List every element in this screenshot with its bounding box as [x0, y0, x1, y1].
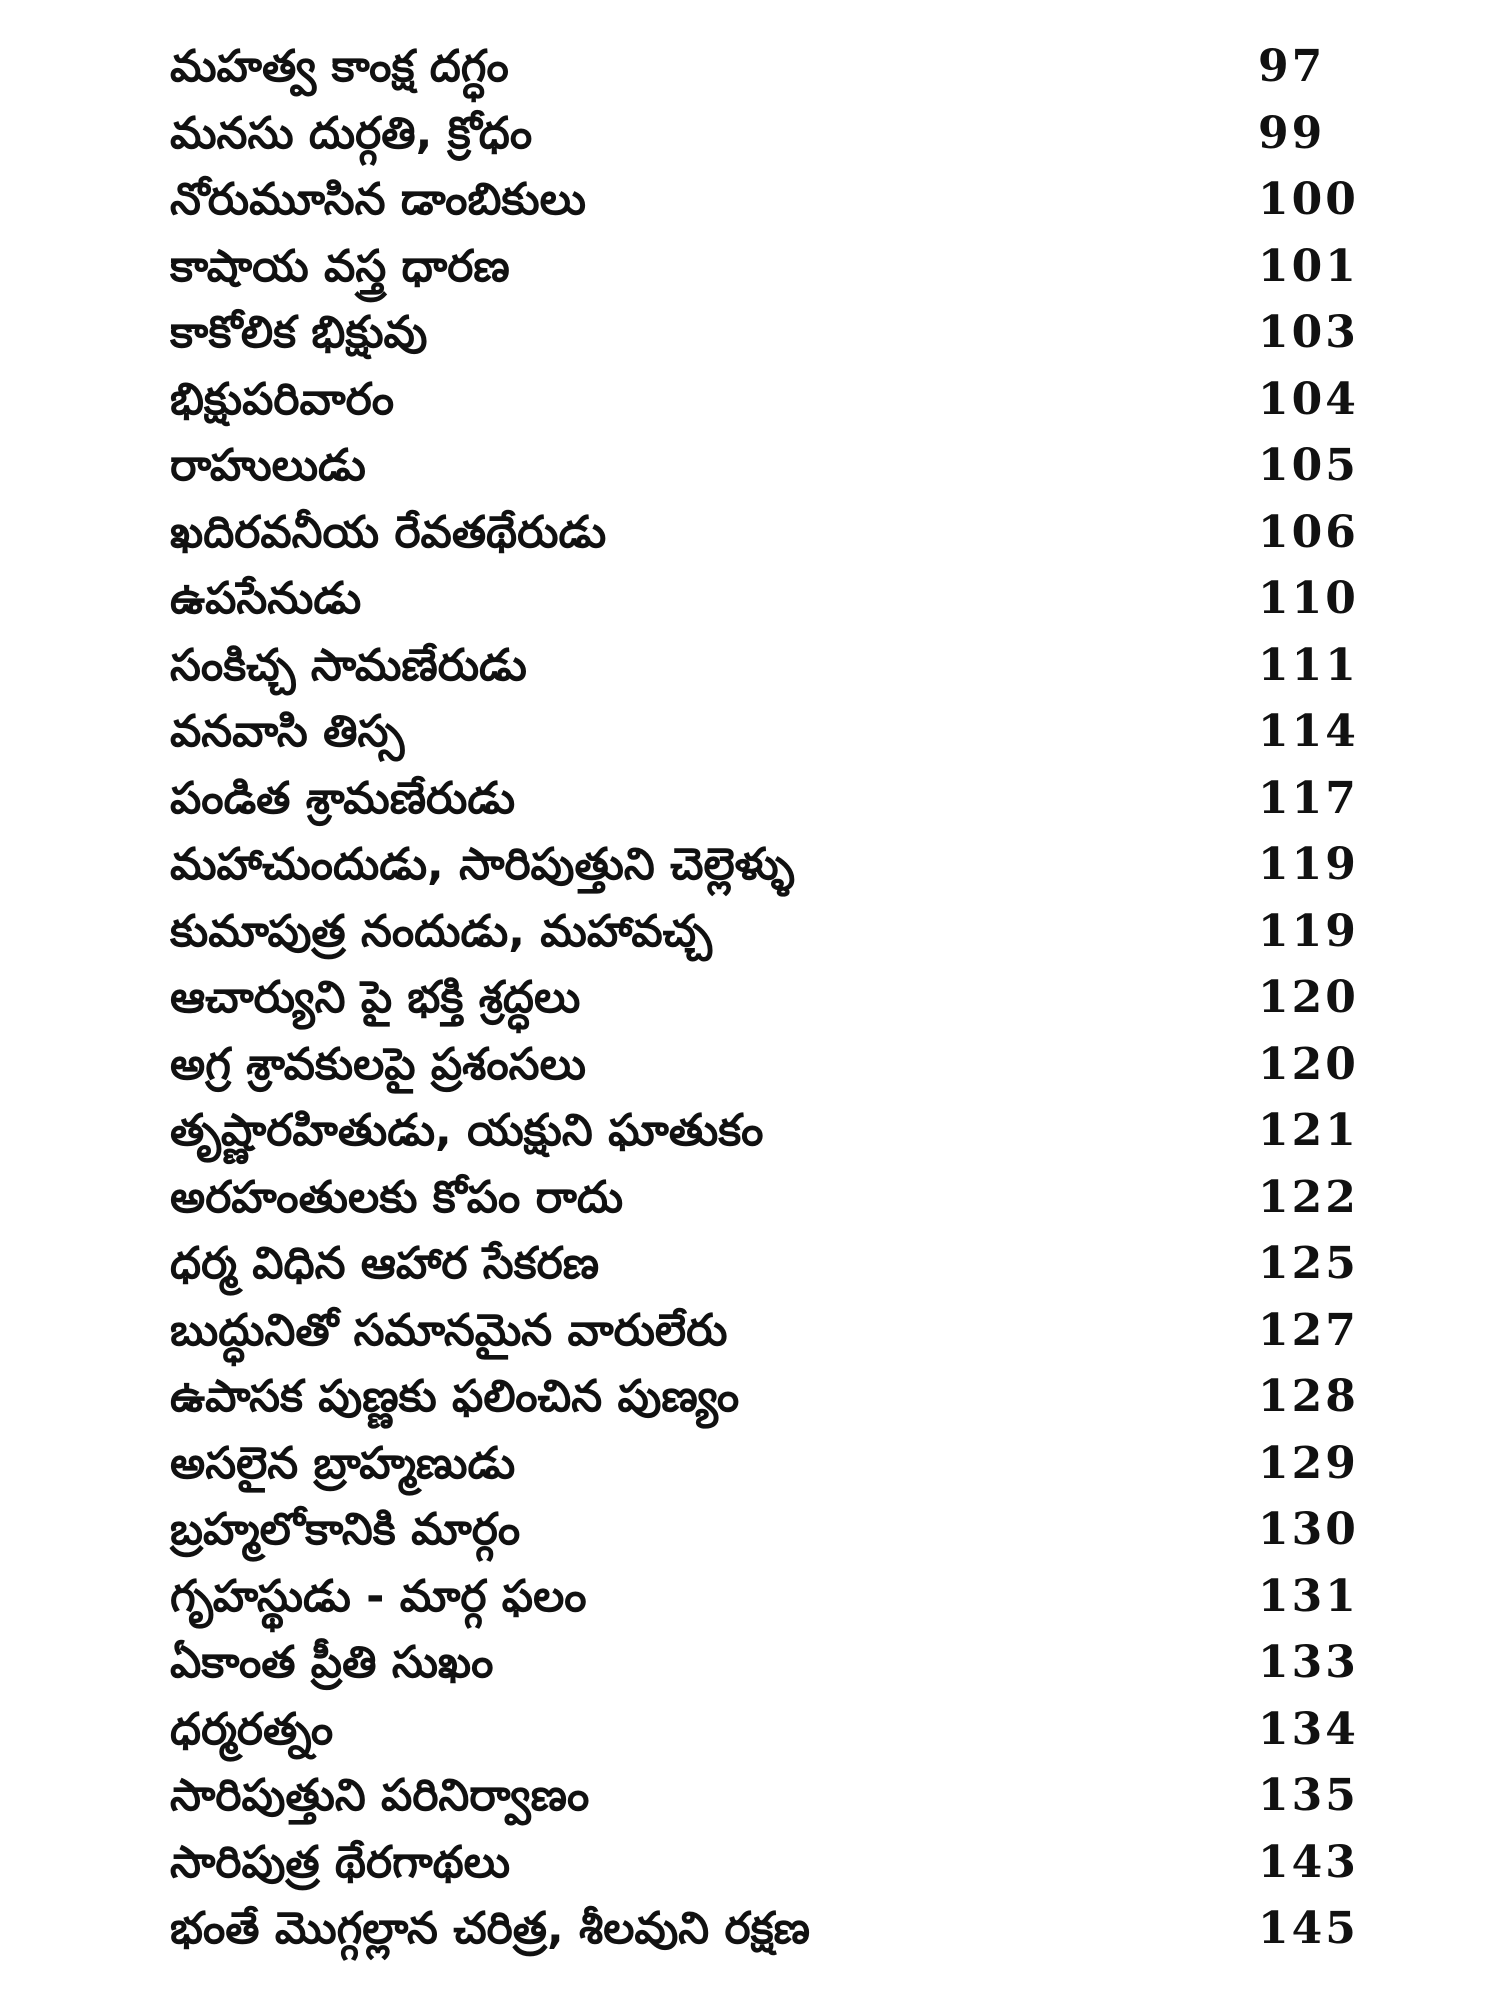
- toc-entry: [170, 1497, 1370, 1564]
- toc-entry: [170, 1896, 1370, 1963]
- toc-entry-title: ఉపసేనుడు: [170, 573, 362, 624]
- toc-entry-title: సారిపుత్ర థేరగాథలు: [170, 1836, 511, 1888]
- toc-entry-page-number: 104: [1258, 373, 1359, 425]
- toc-entry-page-number: 120: [1258, 1038, 1359, 1090]
- toc-entry: [170, 1697, 1370, 1764]
- toc-entry-page-number: 111: [1258, 639, 1359, 691]
- toc-entry-title: గృహస్థుడు - మార్గ ఫలం: [170, 1570, 587, 1622]
- toc-entry-title: సారిపుత్తుని పరినిర్వాణం: [170, 1770, 590, 1821]
- toc-entry-title: వనవాసి తిస్స: [170, 706, 405, 757]
- toc-entry-page-number: 120: [1258, 972, 1359, 1023]
- toc-entry: [170, 1763, 1370, 1830]
- toc-entry-title: బ్రహ్మలోకానికి మార్గం: [170, 1504, 521, 1555]
- toc-entry: [170, 832, 1370, 899]
- toc-entry: [170, 500, 1370, 567]
- toc-entry-page-number: 117: [1258, 772, 1359, 824]
- toc-entry-title: భిక్షుపరివారం: [170, 373, 395, 425]
- toc-entry-title: ఖదిరవనీయ రేవతథేరుడు: [170, 506, 607, 558]
- toc-entry: [170, 1231, 1370, 1298]
- toc-entry-page-number: 119: [1258, 905, 1359, 957]
- toc-entry-title: కాషాయ వస్త్ర ధారణ: [170, 240, 510, 292]
- toc-entry-page-number: 145: [1258, 1903, 1359, 1954]
- toc-entry-page-number: 97: [1258, 41, 1326, 92]
- toc-entry-page-number: 105: [1258, 440, 1359, 491]
- toc-entry-title: తృష్ణారహితుడు, యక్షుని ఘాతుకం: [170, 1105, 764, 1156]
- toc-entry-title: పండిత శ్రామణేరుడు: [170, 772, 516, 824]
- toc-entry-page-number: 125: [1258, 1238, 1359, 1289]
- toc-entry: [170, 1830, 1370, 1897]
- toc-entry-title: ఆచార్యుని పై భక్తి శ్రద్ధలు: [170, 972, 581, 1023]
- toc-entry-page-number: 99: [1258, 107, 1326, 159]
- toc-entry-title: మహాచుందుడు, సారిపుత్తుని చెల్లెళ్ళు: [170, 839, 795, 890]
- toc-entry: [170, 167, 1370, 234]
- toc-entry-page-number: 114: [1258, 706, 1359, 757]
- toc-entry-page-number: 100: [1258, 174, 1359, 225]
- toc-entry: [170, 766, 1370, 833]
- toc-entry-title: ధర్మ విధిన ఆహార సేకరణ: [170, 1238, 600, 1289]
- toc-entry: [170, 633, 1370, 700]
- toc-entry: [170, 1298, 1370, 1365]
- toc-entry: [170, 566, 1370, 633]
- toc-entry: [170, 1431, 1370, 1498]
- toc-entry: [170, 699, 1370, 766]
- toc-entry-page-number: 101: [1258, 240, 1359, 292]
- toc-entry-title: కుమాపుత్ర నందుడు, మహావచ్చ: [170, 905, 713, 957]
- toc-entry-title: మనసు దుర్గతి, క్రోధం: [170, 107, 533, 159]
- toc-entry: [170, 899, 1370, 966]
- toc-entry: [170, 1032, 1370, 1099]
- toc-entry-title: కాకోలిక భిక్షువు: [170, 307, 428, 358]
- toc-entry-title: మహత్వ కాంక్ష దగ్ధం: [170, 41, 509, 92]
- toc-entry-page-number: 119: [1258, 839, 1359, 890]
- toc-entry-title: అరహంతులకు కోపం రాదు: [170, 1171, 624, 1223]
- toc-entry-title: నోరుమూసిన డాంబికులు: [170, 174, 587, 225]
- toc-entry: [170, 34, 1370, 101]
- toc-entry-title: అగ్ర శ్రావకులపై ప్రశంసలు: [170, 1038, 586, 1090]
- toc-entry-title: సంకిచ్చ సామణేరుడు: [170, 639, 527, 691]
- toc-entry-page-number: 122: [1258, 1171, 1359, 1223]
- toc-entry-title: ఏకాంత ప్రీతి సుఖం: [170, 1637, 494, 1688]
- toc-entry-page-number: 133: [1258, 1637, 1359, 1688]
- toc-entry-page-number: 128: [1258, 1371, 1359, 1422]
- toc-entry-title: బుద్ధునితో సమానమైన వారులేరు: [170, 1304, 728, 1356]
- toc-entry: [170, 234, 1370, 301]
- toc-entry-page-number: 134: [1258, 1703, 1359, 1755]
- toc-entry: [170, 1165, 1370, 1232]
- toc-entry: [170, 1364, 1370, 1431]
- toc-entry: [170, 433, 1370, 500]
- toc-entry-page-number: 135: [1258, 1770, 1359, 1821]
- toc-entry-title: ధర్మరత్నం: [170, 1703, 334, 1755]
- toc-entry-page-number: 127: [1258, 1304, 1359, 1356]
- toc-entry-page-number: 129: [1258, 1437, 1359, 1489]
- toc-entry: [170, 1098, 1370, 1165]
- toc-entry-title: అసలైన బ్రాహ్మణుడు: [170, 1437, 516, 1489]
- toc-entry-page-number: 131: [1258, 1570, 1359, 1622]
- toc-entry-page-number: 130: [1258, 1504, 1359, 1555]
- toc-entry: [170, 367, 1370, 434]
- toc-entry: [170, 1564, 1370, 1631]
- toc-entry: [170, 965, 1370, 1032]
- toc-entry-page-number: 121: [1258, 1105, 1359, 1156]
- toc-entry: [170, 300, 1370, 367]
- toc-entry-page-number: 103: [1258, 307, 1359, 358]
- table-of-contents: [170, 34, 1370, 1963]
- toc-entry-title: ఉపాసక పుణ్ణకు ఫలించిన పుణ్యం: [170, 1371, 740, 1422]
- toc-entry-title: రాహులుడు: [170, 440, 366, 491]
- toc-entry-title: భంతే మొగ్గల్లాన చరిత్ర, శీలవుని రక్షణ: [170, 1903, 810, 1954]
- toc-entry-page-number: 143: [1258, 1836, 1359, 1888]
- toc-entry-page-number: 110: [1258, 573, 1359, 624]
- toc-entry-page-number: 106: [1258, 506, 1359, 558]
- toc-entry: [170, 101, 1370, 168]
- toc-entry: [170, 1630, 1370, 1697]
